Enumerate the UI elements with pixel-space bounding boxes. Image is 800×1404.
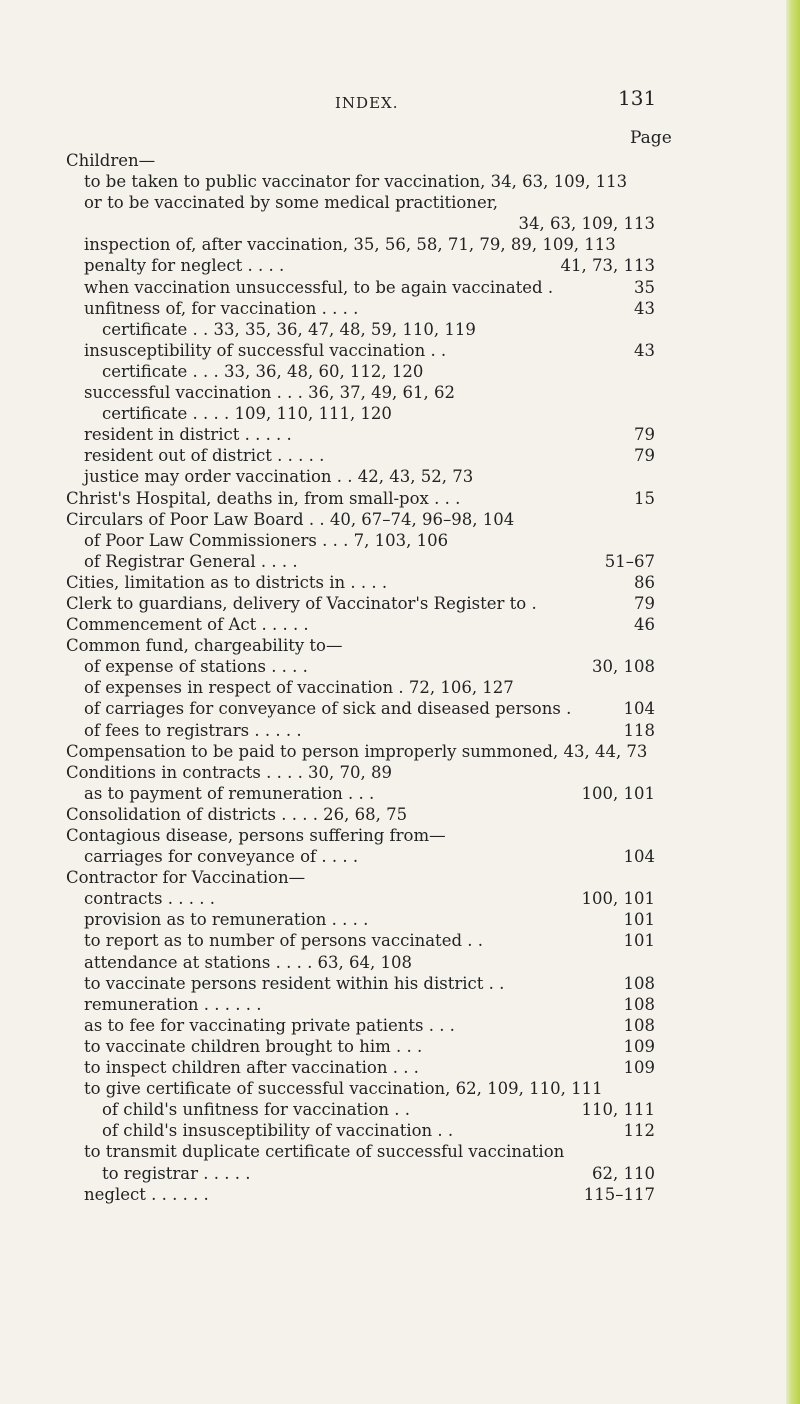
entry-text: Cities, limitation as to districts in . . . . [66, 572, 388, 592]
entry-text: certificate . . . 33, 36, 48, 60, 112, 120 [102, 361, 424, 381]
entry-text: when vaccination unsuccessful, to be again vaccinated . [84, 277, 554, 297]
index-entry [0, 340, 800, 361]
entry-text: of child's insusceptibility of vaccination . . [102, 1121, 454, 1141]
page-number: 131 [618, 86, 657, 110]
running-title: INDEX. [335, 94, 399, 112]
entry-text: Commencement of Act . . . . . [66, 615, 309, 635]
entry-text: neglect . . . . . . [84, 1184, 209, 1204]
entry-text: certificate . . 33, 35, 36, 47, 48, 59, 110, 119 [102, 319, 476, 339]
entry-text: Circulars of Poor Law Board . . 40, 67–74, 96–98, 104 [66, 509, 515, 529]
page-column-label: Page [630, 128, 672, 148]
index-entry [0, 762, 800, 783]
entry-page-refs: 104 [623, 847, 655, 867]
entry-text: to be taken to public vaccinator for vaccination, 34, 63, 109, 113 [84, 172, 628, 192]
entry-page-refs: 51–67 [604, 551, 655, 571]
index-entry [0, 635, 800, 656]
index-entry [0, 677, 800, 698]
entry-text: or to be vaccinated by some medical practitioner, [84, 193, 499, 213]
entry-text: to vaccinate persons resident within his district . . [84, 973, 505, 993]
entry-page-refs: 34, 63, 109, 113 [518, 214, 655, 234]
entry-page-refs: 101 [623, 931, 655, 951]
entry-page-refs: 109 [623, 1058, 655, 1078]
entry-text: carriages for conveyance of . . . . [84, 847, 359, 867]
entry-text: to registrar . . . . . [102, 1163, 251, 1183]
entry-text: to transmit duplicate certificate of successful vaccination [84, 1142, 565, 1162]
index-entry [0, 530, 800, 551]
entry-text: to inspect children after vaccination . . . [84, 1058, 419, 1078]
index-entry [0, 1120, 800, 1141]
index-entry [0, 720, 800, 741]
entry-text: Contractor for Vaccination— [66, 868, 306, 888]
index-entry [0, 614, 800, 635]
index-entry [0, 909, 800, 930]
entry-text: of fees to registrars . . . . . [84, 720, 302, 740]
entry-page-refs: 46 [634, 615, 655, 635]
index-entry [0, 192, 800, 213]
entry-page-refs: 104 [623, 699, 655, 719]
index-entry [0, 783, 800, 804]
index-entry [0, 234, 800, 255]
index-entry [0, 551, 800, 572]
entry-text: contracts . . . . . [84, 889, 215, 909]
index-entry [0, 509, 800, 530]
entry-page-refs: 101 [623, 910, 655, 930]
index-entry [0, 994, 800, 1015]
index-entry [0, 466, 800, 487]
index-entry [0, 255, 800, 276]
index-entry [0, 888, 800, 909]
entry-page-refs: 100, 101 [581, 783, 655, 803]
entry-page-refs: 108 [623, 1015, 655, 1035]
index-entry [0, 867, 800, 888]
index-entry [0, 1141, 800, 1162]
index-entry [0, 403, 800, 424]
index-entry [0, 804, 800, 825]
entry-text: as to payment of remuneration . . . [84, 783, 375, 803]
entry-page-refs: 109 [623, 1036, 655, 1056]
index-entry [0, 298, 800, 319]
index-entry [0, 150, 800, 171]
entry-text: attendance at stations . . . . 63, 64, 108 [84, 952, 413, 972]
entry-text: of Registrar General . . . . [84, 551, 298, 571]
entry-text: to report as to number of persons vaccinated . . [84, 931, 483, 951]
index-entry [0, 424, 800, 445]
entry-page-refs: 62, 110 [592, 1163, 655, 1183]
index-entry [0, 1163, 800, 1184]
index-entry [0, 593, 800, 614]
index-entry [0, 277, 800, 298]
index-entry [0, 656, 800, 677]
index-entry [0, 445, 800, 466]
entry-page-refs: 30, 108 [592, 657, 655, 677]
entry-text: Children— [66, 151, 156, 170]
entry-text: of expenses in respect of vaccination . 72, 106, 127 [84, 678, 514, 698]
entry-page-refs: 115–117 [583, 1184, 655, 1204]
entry-text: certificate . . . . 109, 110, 111, 120 [102, 404, 392, 424]
index-entry [0, 952, 800, 973]
index-entry [0, 213, 800, 234]
index-entry [0, 1099, 800, 1120]
index-entry [0, 382, 800, 403]
index-entry [0, 1015, 800, 1036]
entry-text: justice may order vaccination . . 42, 43, 52, 73 [84, 467, 474, 487]
entry-text: provision as to remuneration . . . . [84, 910, 369, 930]
entry-text: Compensation to be paid to person improperly summoned, 43, 44, 73 [66, 741, 648, 761]
entry-text: Contagious disease, persons suffering from— [66, 826, 446, 845]
entry-text: remuneration . . . . . . [84, 994, 262, 1014]
entry-text: Conditions in contracts . . . . 30, 70, 89 [66, 762, 393, 782]
index-entry [0, 1057, 800, 1078]
entry-text: Christ's Hospital, deaths in, from small-pox . . . [66, 488, 461, 508]
entry-page-refs: 79 [634, 446, 655, 466]
entry-text: Clerk to guardians, delivery of Vaccinator's Register to . [66, 593, 537, 613]
index-entry [0, 572, 800, 593]
entry-page-refs: 43 [634, 340, 655, 360]
page-edge [786, 0, 800, 1404]
index-entry [0, 171, 800, 192]
index-entry [0, 698, 800, 719]
index-entry [0, 930, 800, 951]
index-entry [0, 1036, 800, 1057]
index-entries [0, 150, 800, 1205]
entry-text: to vaccinate children brought to him . . . [84, 1036, 423, 1056]
index-entry [0, 825, 800, 846]
entry-page-refs: 118 [623, 720, 655, 740]
entry-text: to give certificate of successful vaccination, 62, 109, 110, 111 [84, 1079, 603, 1099]
entry-page-refs: 79 [634, 425, 655, 445]
index-entry [0, 1078, 800, 1099]
entry-text: of child's unfitness for vaccination . . [102, 1100, 410, 1120]
entry-page-refs: 15 [634, 488, 655, 508]
entry-page-refs: 43 [634, 298, 655, 318]
index-entry [0, 846, 800, 867]
entry-text: successful vaccination . . . 36, 37, 49, 61, 62 [84, 383, 456, 403]
index-entry [0, 741, 800, 762]
entry-page-refs: 112 [623, 1121, 655, 1141]
entry-page-refs: 108 [623, 994, 655, 1014]
index-entry [0, 1184, 800, 1205]
entry-page-refs: 35 [634, 277, 655, 297]
entry-text: of carriages for conveyance of sick and diseased persons . [84, 699, 572, 719]
entry-page-refs: 79 [634, 593, 655, 613]
page-header [0, 86, 800, 116]
entry-text: resident out of district . . . . . [84, 446, 325, 466]
index-entry [0, 973, 800, 994]
entry-text: of Poor Law Commissioners . . . 7, 103, 106 [84, 530, 449, 550]
entry-text: of expense of stations . . . . [84, 657, 308, 677]
index-entry [0, 488, 800, 509]
entry-text: Consolidation of districts . . . . 26, 68, 75 [66, 804, 408, 824]
index-entry [0, 361, 800, 382]
entry-text: Common fund, chargeability to— [66, 636, 343, 656]
entry-page-refs: 41, 73, 113 [560, 256, 655, 276]
index-entry [0, 319, 800, 340]
entry-page-refs: 110, 111 [581, 1100, 655, 1120]
entry-text: inspection of, after vaccination, 35, 56, 58, 71, 79, 89, 109, 113 [84, 235, 616, 255]
entry-text: as to fee for vaccinating private patients . . . [84, 1015, 455, 1035]
entry-text: penalty for neglect . . . . [84, 256, 285, 276]
entry-page-refs: 100, 101 [581, 889, 655, 909]
entry-page-refs: 86 [634, 572, 655, 592]
entry-page-refs: 108 [623, 973, 655, 993]
entry-text: unfitness of, for vaccination . . . . [84, 298, 359, 318]
entry-text: resident in district . . . . . [84, 425, 292, 445]
entry-text: insusceptibility of successful vaccination . . [84, 340, 447, 360]
